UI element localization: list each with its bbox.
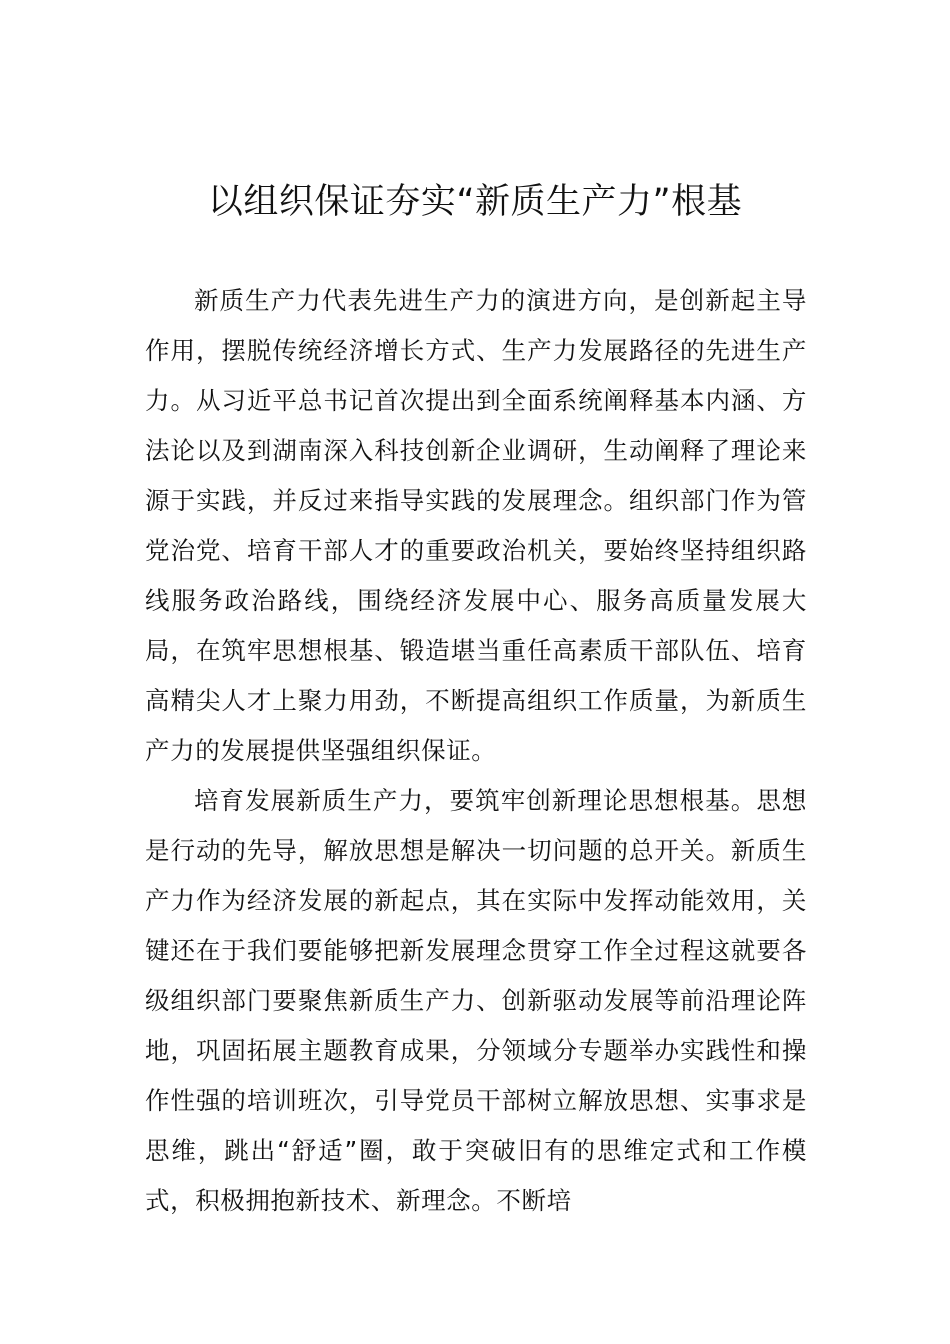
paragraph-2: 培育发展新质生产力，要筑牢创新理论思想根基。思想是行动的先导，解放思想是解决一切问题的总开关。新质生产力作为经济发展的新起点，其在实际中发挥动能效用，关键还在于我们要能够把新发展理念贯穿工作全过程这就要各级组织部门要聚焦新质生产力、创新驱动发展等前沿理论阵地，巩固拓展主题教育成果，分领域分专题举办实践性和操作性强的培训班次，引导党员干部树立解放思想、实事求是思维，跳出“舒适”圈，敢于突破旧有的思维定式和工作模式，积极拥抱新技术、新理念。不断培 bbox=[145, 786, 807, 1215]
document-body bbox=[145, 276, 807, 1226]
paragraph-1: 新质生产力代表先进生产力的演进方向，是创新起主导作用，摆脱传统经济增长方式、生产力发展路径的先进生产力。从习近平总书记首次提出到全面系统阐释基本内涵、方法论以及到湖南深入科技创新企业调研，生动阐释了理论来源于实践，并反过来指导实践的发展理念。组织部门作为管党治党、培育干部人才的重要政治机关，要始终坚持组织路线服务政治路线，围绕经济发展中心、服务高质量发展大局，在筑牢思想根基、锻造堪当重任高素质干部队伍、培育高精尖人才上聚力用劲，不断提高组织工作质量，为新质生产力的发展提供坚强组织保证。 bbox=[145, 286, 807, 765]
document-title: 以组织保证夯实“新质生产力”根基 bbox=[207, 182, 743, 222]
